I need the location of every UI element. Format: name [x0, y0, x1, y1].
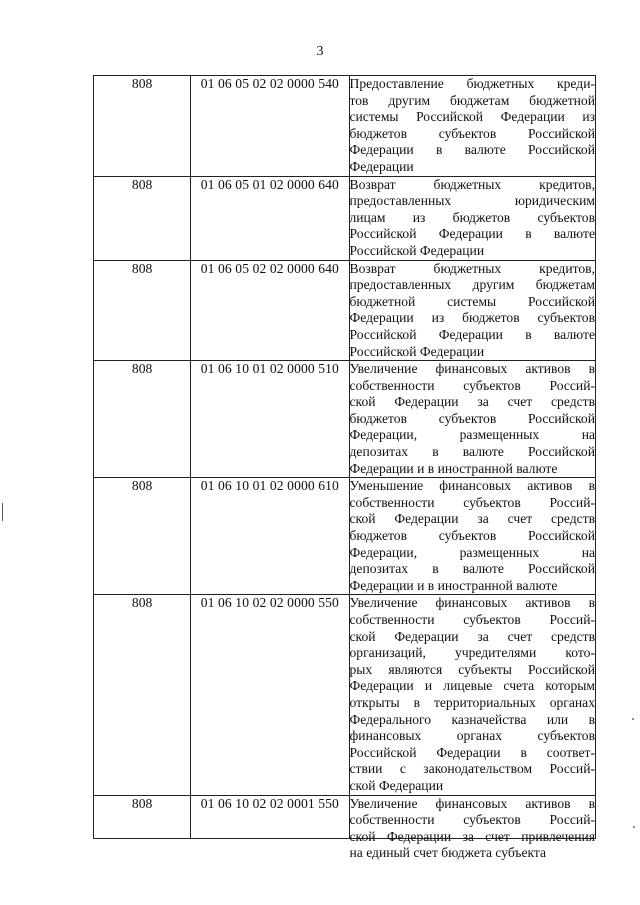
- budget-classification-code-cell: 01 06 10 02 02 0001 550: [191, 795, 349, 838]
- budget-classification-code-cell: 01 06 10 02 02 0000 550: [191, 595, 349, 795]
- description-line: Федерации и в иностранной валюте: [349, 577, 558, 593]
- description-line: Федерального казначейства или в: [349, 711, 595, 727]
- description-line: ской Федерации за счет средств: [349, 511, 595, 527]
- description-cell: [349, 795, 596, 861]
- description-line: ствии с законодательством Россий-: [349, 761, 595, 777]
- description-line: собственности субъектов Россий-: [349, 377, 595, 393]
- description-line: Предоставление бюджетных креди-: [349, 76, 595, 91]
- description-line: Федерации и в иностранной валюте: [349, 460, 558, 476]
- page-number: 3: [316, 44, 324, 59]
- description-line: ской Федерации: [349, 777, 444, 793]
- description-line: тов другим бюджетам бюджетной: [349, 92, 595, 108]
- scan-dot-mark: [633, 826, 635, 828]
- description-line: Федерации, размещенных на: [349, 427, 595, 443]
- description-cell: [349, 260, 596, 361]
- description-cell: [349, 76, 596, 177]
- description-line: Российской Федерации в валюте: [349, 226, 595, 242]
- table-row: [94, 595, 596, 795]
- description-line: депозитах в валюте Российской: [349, 444, 595, 460]
- admin-code-cell: 808: [94, 361, 191, 478]
- description-line: собственности субъектов Россий-: [349, 494, 595, 510]
- description-cell: [349, 176, 596, 260]
- description-line: Уменьшение финансовых активов в: [349, 478, 595, 494]
- description-line: Российской Федерации: [349, 343, 485, 359]
- description-line: Федерации из бюджетов субъектов: [349, 310, 595, 326]
- budget-classification-code-cell: 01 06 10 01 02 0000 610: [191, 478, 349, 595]
- description-line: Федерации: [349, 158, 414, 174]
- description-line: предоставленных другим бюджетам: [349, 277, 595, 293]
- description-line: Возврат бюджетных кредитов,: [349, 260, 595, 276]
- admin-code-cell: 808: [94, 176, 191, 260]
- description-line: депозитах в валюте Российской: [349, 561, 595, 577]
- description-line: Российской Федерации в соответ-: [349, 744, 595, 760]
- scan-dot-mark: [632, 718, 634, 720]
- description-line: ской Федерации за счет привлечения: [349, 828, 595, 844]
- description-line: предоставленных юридическим: [349, 193, 595, 209]
- description-line: Федерации и лицевые счета которым: [349, 678, 595, 694]
- description-cell: [349, 361, 596, 478]
- table-row: [94, 478, 596, 595]
- scan-edge-mark: [2, 503, 3, 521]
- admin-code-cell: 808: [94, 795, 191, 838]
- description-line: Возврат бюджетных кредитов,: [349, 176, 595, 192]
- description-cell: [349, 478, 596, 595]
- description-line: Увеличение финансовых активов в: [349, 595, 595, 611]
- description-line: организаций, учредителями кото-: [349, 645, 595, 661]
- description-line: Федерации в валюте Российской: [349, 142, 595, 158]
- description-line: бюджетов субъектов Российской: [349, 410, 595, 426]
- budget-classification-code-cell: 01 06 05 02 02 0000 640: [191, 260, 349, 361]
- description-line: бюджетов субъектов Российской: [349, 528, 595, 544]
- admin-code-cell: 808: [94, 76, 191, 177]
- description-line: Увеличение финансовых активов в: [349, 361, 595, 377]
- description-line: на единый счет бюджета субъекта: [349, 845, 547, 861]
- admin-code-cell: 808: [94, 260, 191, 361]
- description-line: собственности субъектов Россий-: [349, 612, 595, 627]
- budget-classification-code-cell: 01 06 05 01 02 0000 640: [191, 176, 349, 260]
- table-row: [94, 176, 596, 260]
- admin-code-cell: 808: [94, 478, 191, 595]
- table-body: [94, 76, 596, 861]
- description-line: финансовых органах субъектов: [349, 728, 595, 744]
- budget-codes-table: [93, 75, 596, 861]
- budget-classification-code-cell: 01 06 10 01 02 0000 510: [191, 361, 349, 478]
- table-row: [94, 76, 596, 177]
- description-line: Увеличение финансовых активов в: [349, 795, 595, 811]
- table-row: [94, 361, 596, 478]
- budget-classification-code-cell: 01 06 05 02 02 0000 540: [191, 76, 349, 177]
- description-line: бюджетной системы Российской: [349, 293, 595, 309]
- description-line: ской Федерации за счет средств: [349, 394, 595, 410]
- description-line: открыты в территориальных органах: [349, 694, 595, 710]
- description-line: Федерации, размещенных на: [349, 544, 595, 560]
- description-cell: [349, 595, 596, 795]
- description-line: бюджетов субъектов Российской: [349, 125, 595, 141]
- admin-code-cell: 808: [94, 595, 191, 795]
- description-line: лицам из бюджетов субъектов: [349, 209, 595, 225]
- description-line: системы Российской Федерации из: [349, 109, 595, 125]
- description-line: Российской Федерации: [349, 242, 485, 258]
- table-row: [94, 795, 596, 838]
- description-line: ской Федерации за счет средств: [349, 628, 595, 644]
- table-row: [94, 260, 596, 361]
- description-line: Российской Федерации в валюте: [349, 326, 595, 342]
- description-line: рых являются субъекты Российской: [349, 661, 595, 677]
- description-line: собственности субъектов Россий-: [349, 812, 595, 828]
